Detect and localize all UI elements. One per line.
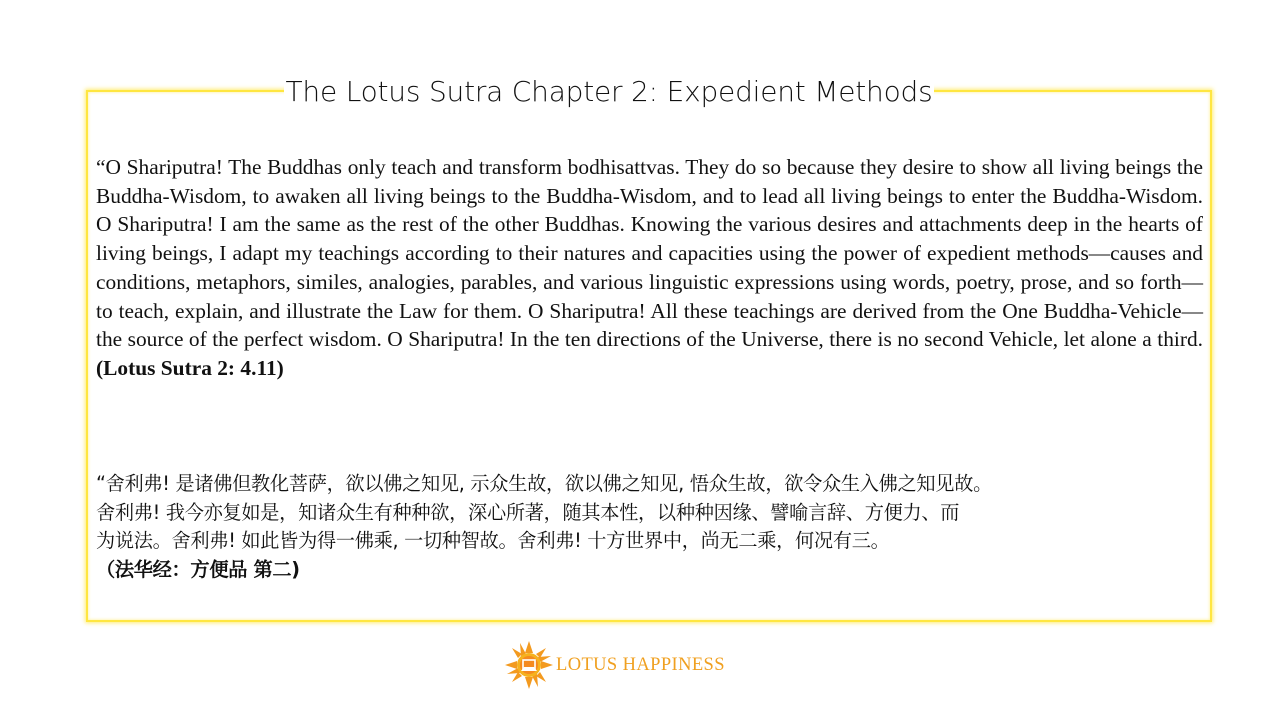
english-quote-text: “O Shariputra! The Buddhas only teach and transform bodhisattvas. They do so because they desire to show all living beings the Buddha-Wisdom, to awaken all living beings to the Buddha-Wisdom, and to lead all living beings to enter the Buddha-Wisdom. O Shariputra! I am the same as the rest of the other Buddhas. Knowing the various desires and attachments deep in the hearts of living beings, I adapt my teachings according to their natures and capacities using the power of expedient methods—causes and conditions, metaphors, similes, analogies, parables, and various linguistic expressions using words, poetry, prose, and so forth—to teach, explain, and illustrate the Law for them. O Shariputra! All these teachings are derived from the One Buddha-Vehicle—the source of the perfect wisdom. O Shariputra! In the ten directions of the Universe, there is no second Vehicle, let alone a third. xyxy=(96,155,1203,352)
english-quote-citation: (Lotus Sutra 2: 4.11) xyxy=(96,355,284,380)
chinese-quote-line-2: 舍利弗! 我今亦复如是，知诸众生有种种欲，深心所著，随其本性，以种种因缘、譬喻言辞、方便力、而 xyxy=(96,500,960,524)
lotus-sun-icon xyxy=(504,640,554,690)
lotus-happiness-logo xyxy=(504,640,725,690)
chinese-quote-citation: （法华经：方便品 第二) xyxy=(96,557,300,581)
slide-title: The Lotus Sutra Chapter 2: Expedient Methods xyxy=(284,72,934,112)
english-quote xyxy=(96,153,1203,383)
chinese-quote-line-3: 为说法。舍利弗! 如此皆为得一佛乘, 一切种智故。舍利弗! 十方世界中，尚无二乘，何况有三。 xyxy=(96,529,890,552)
chinese-quote-line-1: “舍利弗! 是诸佛但教化菩萨，欲以佛之知见, 示众生故，欲以佛之知见, 悟众生故，欲令众生入佛之知见故。 xyxy=(96,472,992,495)
logo-text: LOTUS HAPPINESS xyxy=(556,654,725,675)
chinese-quote xyxy=(96,470,1216,584)
